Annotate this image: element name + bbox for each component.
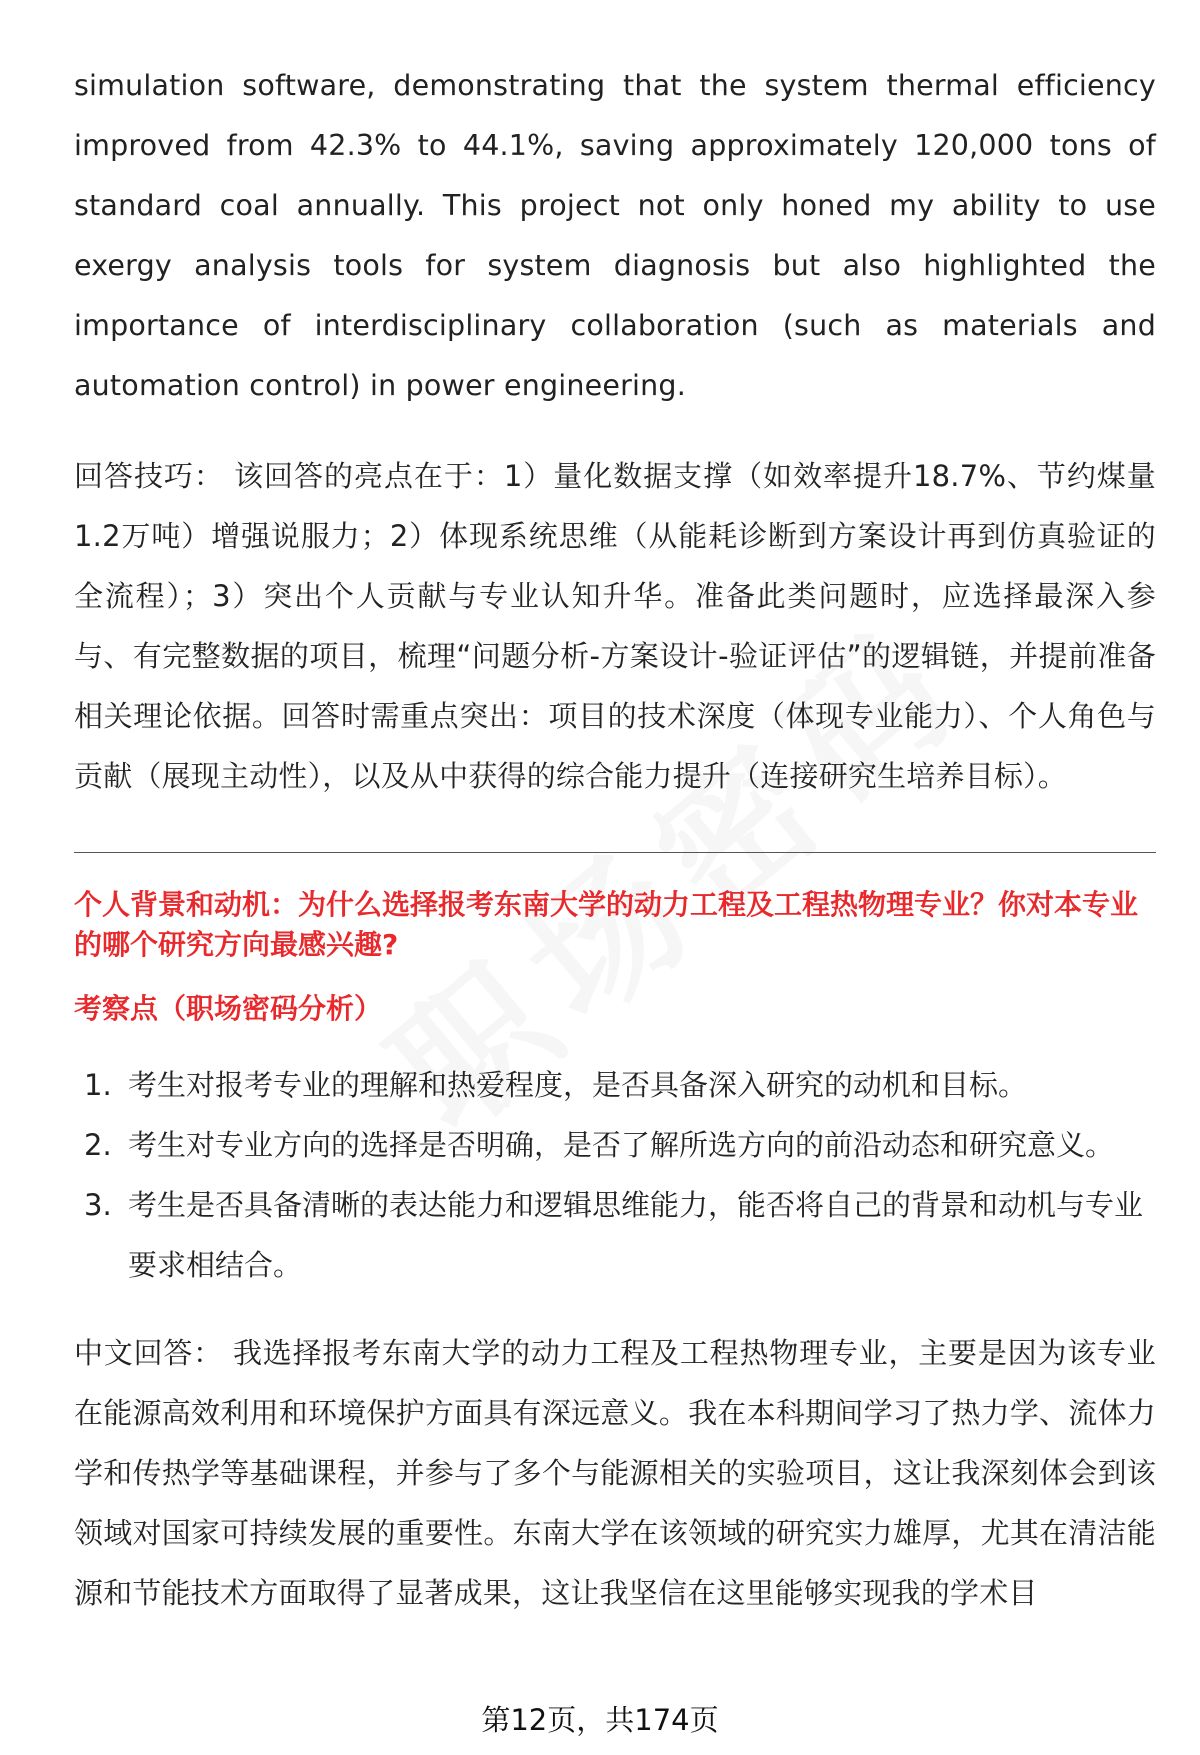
list-item-text: 考生对报考专业的理解和热爱程度，是否具备深入研究的动机和目标。 — [128, 1068, 1028, 1102]
list-item-number: 1. — [84, 1068, 112, 1102]
page-number-footer: 第12页，共174页 — [481, 1703, 719, 1737]
section-divider — [74, 852, 1156, 853]
list-item-number: 2. — [84, 1128, 112, 1162]
list-item — [74, 1055, 1156, 1115]
list-item-text: 考生是否具备清晰的表达能力和逻辑思维能力，能否将自己的背景和动机与专业要求相结合。 — [128, 1188, 1144, 1282]
list-item-text: 考生对专业方向的选择是否明确，是否了解所选方向的前沿动态和研究意义。 — [128, 1128, 1115, 1162]
assessment-heading: 考察点（职场密码分析） — [74, 992, 383, 1025]
list-item — [74, 1175, 1156, 1295]
list-item — [74, 1115, 1156, 1175]
english-answer-paragraph: simulation software, demonstrating that the system thermal efficiency improved from 42.3% to 44.1%, saving approximately 120,000 tons of standard coal annually. This project not only honed my ability to use exergy analysis tools for system diagnosis but also highlighted the importance of interdisciplinary collaboration (such as materials and automation control) in power engineering. — [74, 69, 1156, 402]
answer-tips-paragraph: 回答技巧： 该回答的亮点在于：1）量化数据支撑（如效率提升18.7%、节约煤量1.2万吨）增强说服力；2）体现系统思维（从能耗诊断到方案设计再到仿真验证的全流程）；3）突出个人贡献与专业认知升华。准备此类问题时，应选择最深入参与、有完整数据的项目，梳理“问题分析-方案设计-验证评估”的逻辑链，并提前准备相关理论依据。回答时需重点突出：项目的技术深度（体现专业能力）、个人角色与贡献（展现主动性），以及从中获得的综合能力提升（连接研究生培养目标）。 — [74, 459, 1156, 793]
assessment-points-list — [74, 1055, 1156, 1295]
document-body — [74, 56, 1156, 1623]
question-heading: 个人背景和动机：为什么选择报考东南大学的动力工程及工程热物理专业？你对本专业的哪个研究方向最感兴趣? — [74, 888, 1139, 961]
chinese-answer-paragraph: 中文回答： 我选择报考东南大学的动力工程及工程热物理专业，主要是因为该专业在能源高效利用和环境保护方面具有深远意义。我在本科期间学习了热力学、流体力学和传热学等基础课程，并参与了多个与能源相关的实验项目，这让我深刻体会到该领域对国家可持续发展的重要性。东南大学在该领域的研究实力雄厚，尤其在清洁能源和节能技术方面取得了显著成果，这让我坚信在这里能够实现我的学术目 — [74, 1336, 1156, 1610]
list-item-number: 3. — [84, 1188, 112, 1222]
